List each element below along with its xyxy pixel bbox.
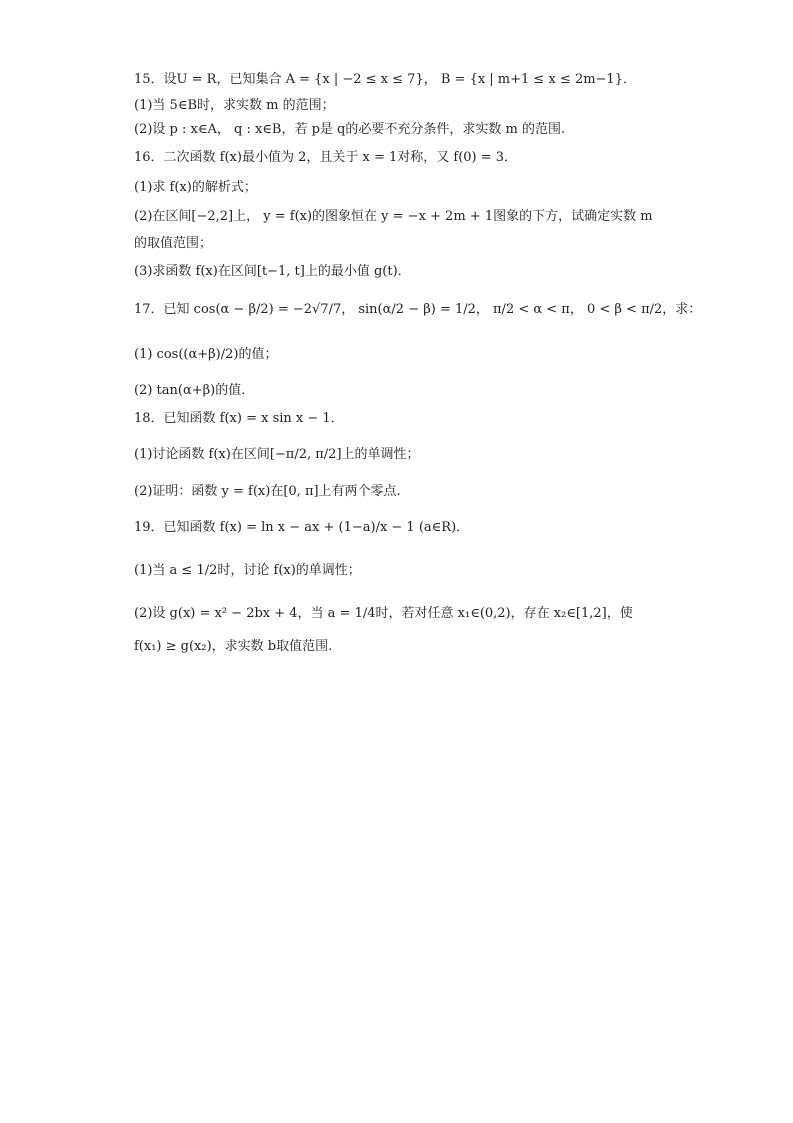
problem-17-stem: 17．已知 cos(α − β/2) = −2√7/7， sin(α/2 − β) = 1/2， π/2 < α < π， 0 < β < π/2，求： (134, 302, 702, 317)
problem-16-stem: 16．二次函数 f(x)最小值为 2，且关于 x = 1对称，又 f(0) = 3． (134, 150, 518, 165)
problem-18-part-1: (1)讨论函数 f(x)在区间[−π/2, π/2]上的单调性； (134, 447, 420, 462)
problem-19-part-2-line-1: (2)设 g(x) = x² − 2bx + 4，当 a = 1/4时，若对任意 x₁∈(0,2)，存在 x₂∈[1,2]，使 (134, 606, 633, 621)
problem-18-part-2: (2)证明：函数 y = f(x)在[0, π]上有两个零点. (134, 484, 401, 499)
problem-17-part-1: (1) cos((α+β)/2)的值； (134, 347, 278, 362)
problem-19-part-1: (1)当 a ≤ 1/2时，讨论 f(x)的单调性； (134, 563, 361, 578)
problem-15-stem: 15．设U = R，已知集合 A = {x | −2 ≤ x ≤ 7}， B = {x | m+1 ≤ x ≤ 2m−1}． (134, 72, 636, 87)
problem-19-part-2-line-2: f(x₁) ≥ g(x₂)，求实数 b取值范围. (134, 639, 333, 654)
problem-16-part-1: (1)求 f(x)的解析式； (134, 180, 257, 195)
problem-16-part-2-line-1: (2)在区间[−2,2]上， y = f(x)的图象恒在 y = −x + 2m + 1图象的下方，试确定实数 m (134, 209, 653, 224)
problem-18-stem: 18．已知函数 f(x) = x sin x − 1． (134, 411, 344, 426)
problem-17-part-2: (2) tan(α+β)的值． (134, 383, 255, 398)
problem-15-part-2: (2)设 p : x∈A， q : x∈B，若 p是 q的必要不充分条件，求实数 m 的范围. (134, 122, 566, 137)
problem-15-part-1: (1)当 5∈B时，求实数 m 的范围； (134, 98, 335, 113)
problem-16-part-2-line-2: 的取值范围； (134, 236, 213, 251)
problem-19-stem: 19．已知函数 f(x) = ln x − ax + (1−a)/x − 1 (a∈R)． (134, 520, 470, 535)
problem-16-part-3: (3)求函数 f(x)在区间[t−1, t]上的最小值 g(t)． (134, 264, 411, 279)
